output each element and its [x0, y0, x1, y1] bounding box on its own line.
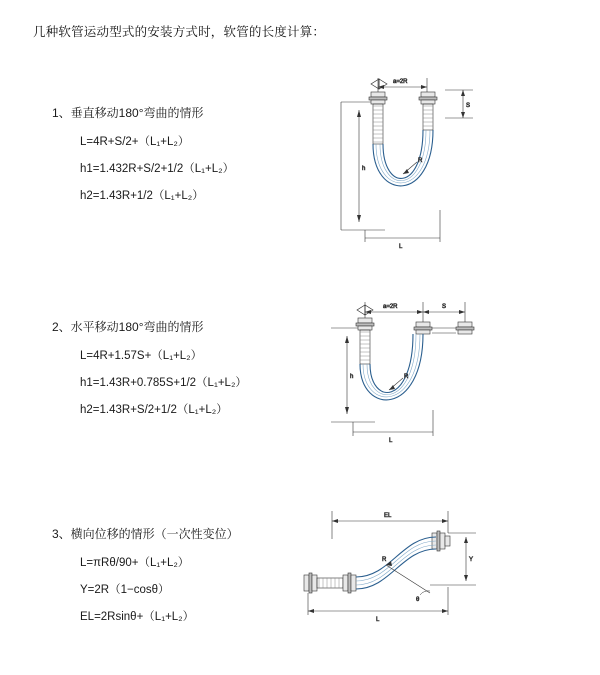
- section-2-title: 2、水平移动180°弯曲的情形: [52, 320, 204, 334]
- section-3-text: [52, 525, 302, 635]
- radius-label: R: [382, 557, 387, 563]
- lateral-offset-diagram: [290, 503, 500, 643]
- lateral-offset-svg: [290, 503, 500, 643]
- section-3-formula-2: Y=2R（1−cosθ）: [80, 584, 170, 596]
- dim-label-h: h: [362, 166, 366, 172]
- vertical-180-bend-svg: [305, 70, 505, 270]
- length-label: L: [389, 438, 393, 444]
- horizontal-180-bend-svg: [305, 292, 505, 472]
- section-2-formula-3: h2=1.43R+S/2+1/2（L₁+L₂）: [80, 404, 228, 416]
- section-1-formula-1: L=4R+S/2+（L₁+L₂）: [80, 136, 190, 148]
- section-2-formula-2: h1=1.43R+0.785S+1/2（L₁+L₂）: [80, 377, 247, 389]
- length-label: L: [376, 617, 380, 623]
- section-1-title: 1、垂直移动180°弯曲的情形: [52, 106, 204, 120]
- page-title: 几种软管运动型式的安装方式时，软管的长度计算：: [33, 25, 326, 39]
- dim-label-a: a=2R: [393, 79, 408, 85]
- dim-label-s: S: [466, 103, 471, 109]
- vertical-180-bend-diagram: [305, 70, 505, 270]
- radius-label: R: [418, 158, 423, 164]
- length-label: L: [399, 244, 403, 250]
- radius-label: R: [404, 374, 409, 380]
- section-1-formula-2: h1=1.432R+S/2+1/2（L₁+L₂）: [80, 163, 235, 175]
- section-3-formula-1: L=πRθ/90+（L₁+L₂）: [80, 557, 190, 569]
- dim-label-s: S: [442, 304, 447, 310]
- offset-label: Y: [469, 557, 474, 563]
- dim-label-a: a=2R: [383, 304, 398, 310]
- horizontal-180-bend-diagram: [305, 292, 505, 472]
- dim-label-el: EL: [384, 513, 392, 519]
- section-2-text: [52, 318, 302, 428]
- section-2-formula-1: L=4R+1.57S+（L₁+L₂）: [80, 350, 203, 362]
- section-1-formula-3: h2=1.43R+1/2（L₁+L₂）: [80, 190, 204, 202]
- section-3-title: 3、横向位移的情形（一次性变位）: [52, 527, 239, 541]
- section-3-formula-3: EL=2Rsinθ+（L₁+L₂）: [80, 611, 195, 623]
- angle-label: θ: [416, 597, 420, 603]
- dim-label-h: h: [350, 374, 354, 380]
- section-1-text: [52, 104, 302, 214]
